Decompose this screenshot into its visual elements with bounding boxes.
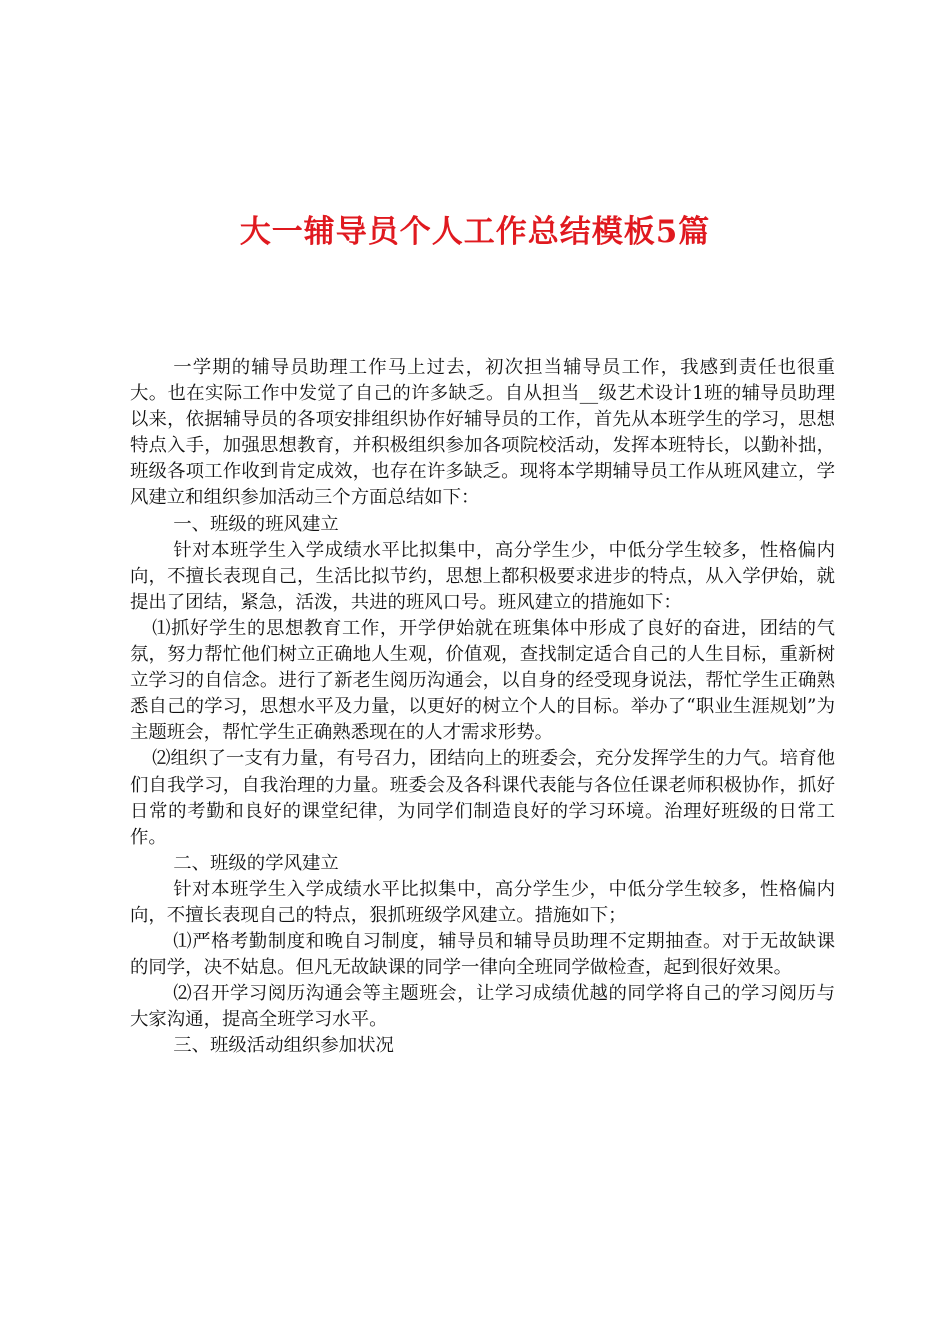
paragraph: 针对本班学生入学成绩水平比拟集中，高分学生少，中低分学生较多，性格偏内向，不擅长表现自己的特点，狠抓班级学风建立。措施如下； — [130, 878, 835, 926]
paragraph-intro: 一学期的辅导员助理工作马上过去，初次担当辅导员工作，我感到责任也很重大。也在实际工作中发觉了自己的许多缺乏。自从担当__级艺术设计1班的辅导员助理以来，依据辅导员的各项安排组织协作好辅导员的工作，首先从本班学生的学习，思想特点入手，加强思想教育，并积极组织参加各项院校活动，发挥本班特长，以勤补拙，班级各项工作收到肯定成效，也存在许多缺乏。现将本学期辅导员工作从班风建立，学风建立和组织参加活动三个方面总结如下： — [130, 357, 835, 509]
list-item: ⑵组织了一支有力量，有号召力，团结向上的班委会，充分发挥学生的力气。培育他们自我学习，自我治理的力量。班委会及各科课代表能与各位任课老师积极协作，抓好日常的考勤和良好的课堂纪律，为同学们制造良好的学习环境。治理好班级的日常工作。 — [130, 748, 835, 848]
list-item: ⑵召开学习阅历沟通会等主题班会，让学习成绩优越的同学将自己的学习阅历与大家沟通，提高全班学习水平。 — [130, 983, 835, 1031]
paragraph: 针对本班学生入学成绩水平比拟集中，高分学生少，中低分学生较多，性格偏内向，不擅长表现自己，生活比拟节约，思想上都积极要求进步的特点，从入学伊始，就提出了团结，紧急，活泼，共进的班风口号。班风建立的措施如下： — [130, 539, 835, 613]
list-item: ⑴严格考勤制度和晚自习制度，辅导员和辅导员助理不定期抽查。对于无故缺课的同学，决不姑息。但凡无故缺课的同学一律向全班同学做检查，起到很好效果。 — [130, 931, 835, 979]
document-body — [130, 355, 835, 1060]
list-item: ⑴抓好学生的思想教育工作，开学伊始就在班集体中形成了良好的奋进，团结的气氛，努力帮忙他们树立正确地人生观，价值观，查找制定适合自己的人生目标，重新树立学习的自信念。进行了新老生阅历沟通会，以自身的经受现身说法，帮忙学生正确熟悉自己的学习，思想水平及力量，以更好的树立个人的目标。举办了“职业生涯规划”为主题班会，帮忙学生正确熟悉现在的人才需求形势。 — [130, 617, 835, 744]
document-title: 大一辅导员个人工作总结模板5篇 — [239, 214, 711, 250]
section-heading-3: 三、班级活动组织参加状况 — [173, 1035, 394, 1057]
section-heading-1: 一、班级的班风建立 — [173, 513, 339, 535]
section-heading-2: 二、班级的学风建立 — [173, 852, 339, 874]
